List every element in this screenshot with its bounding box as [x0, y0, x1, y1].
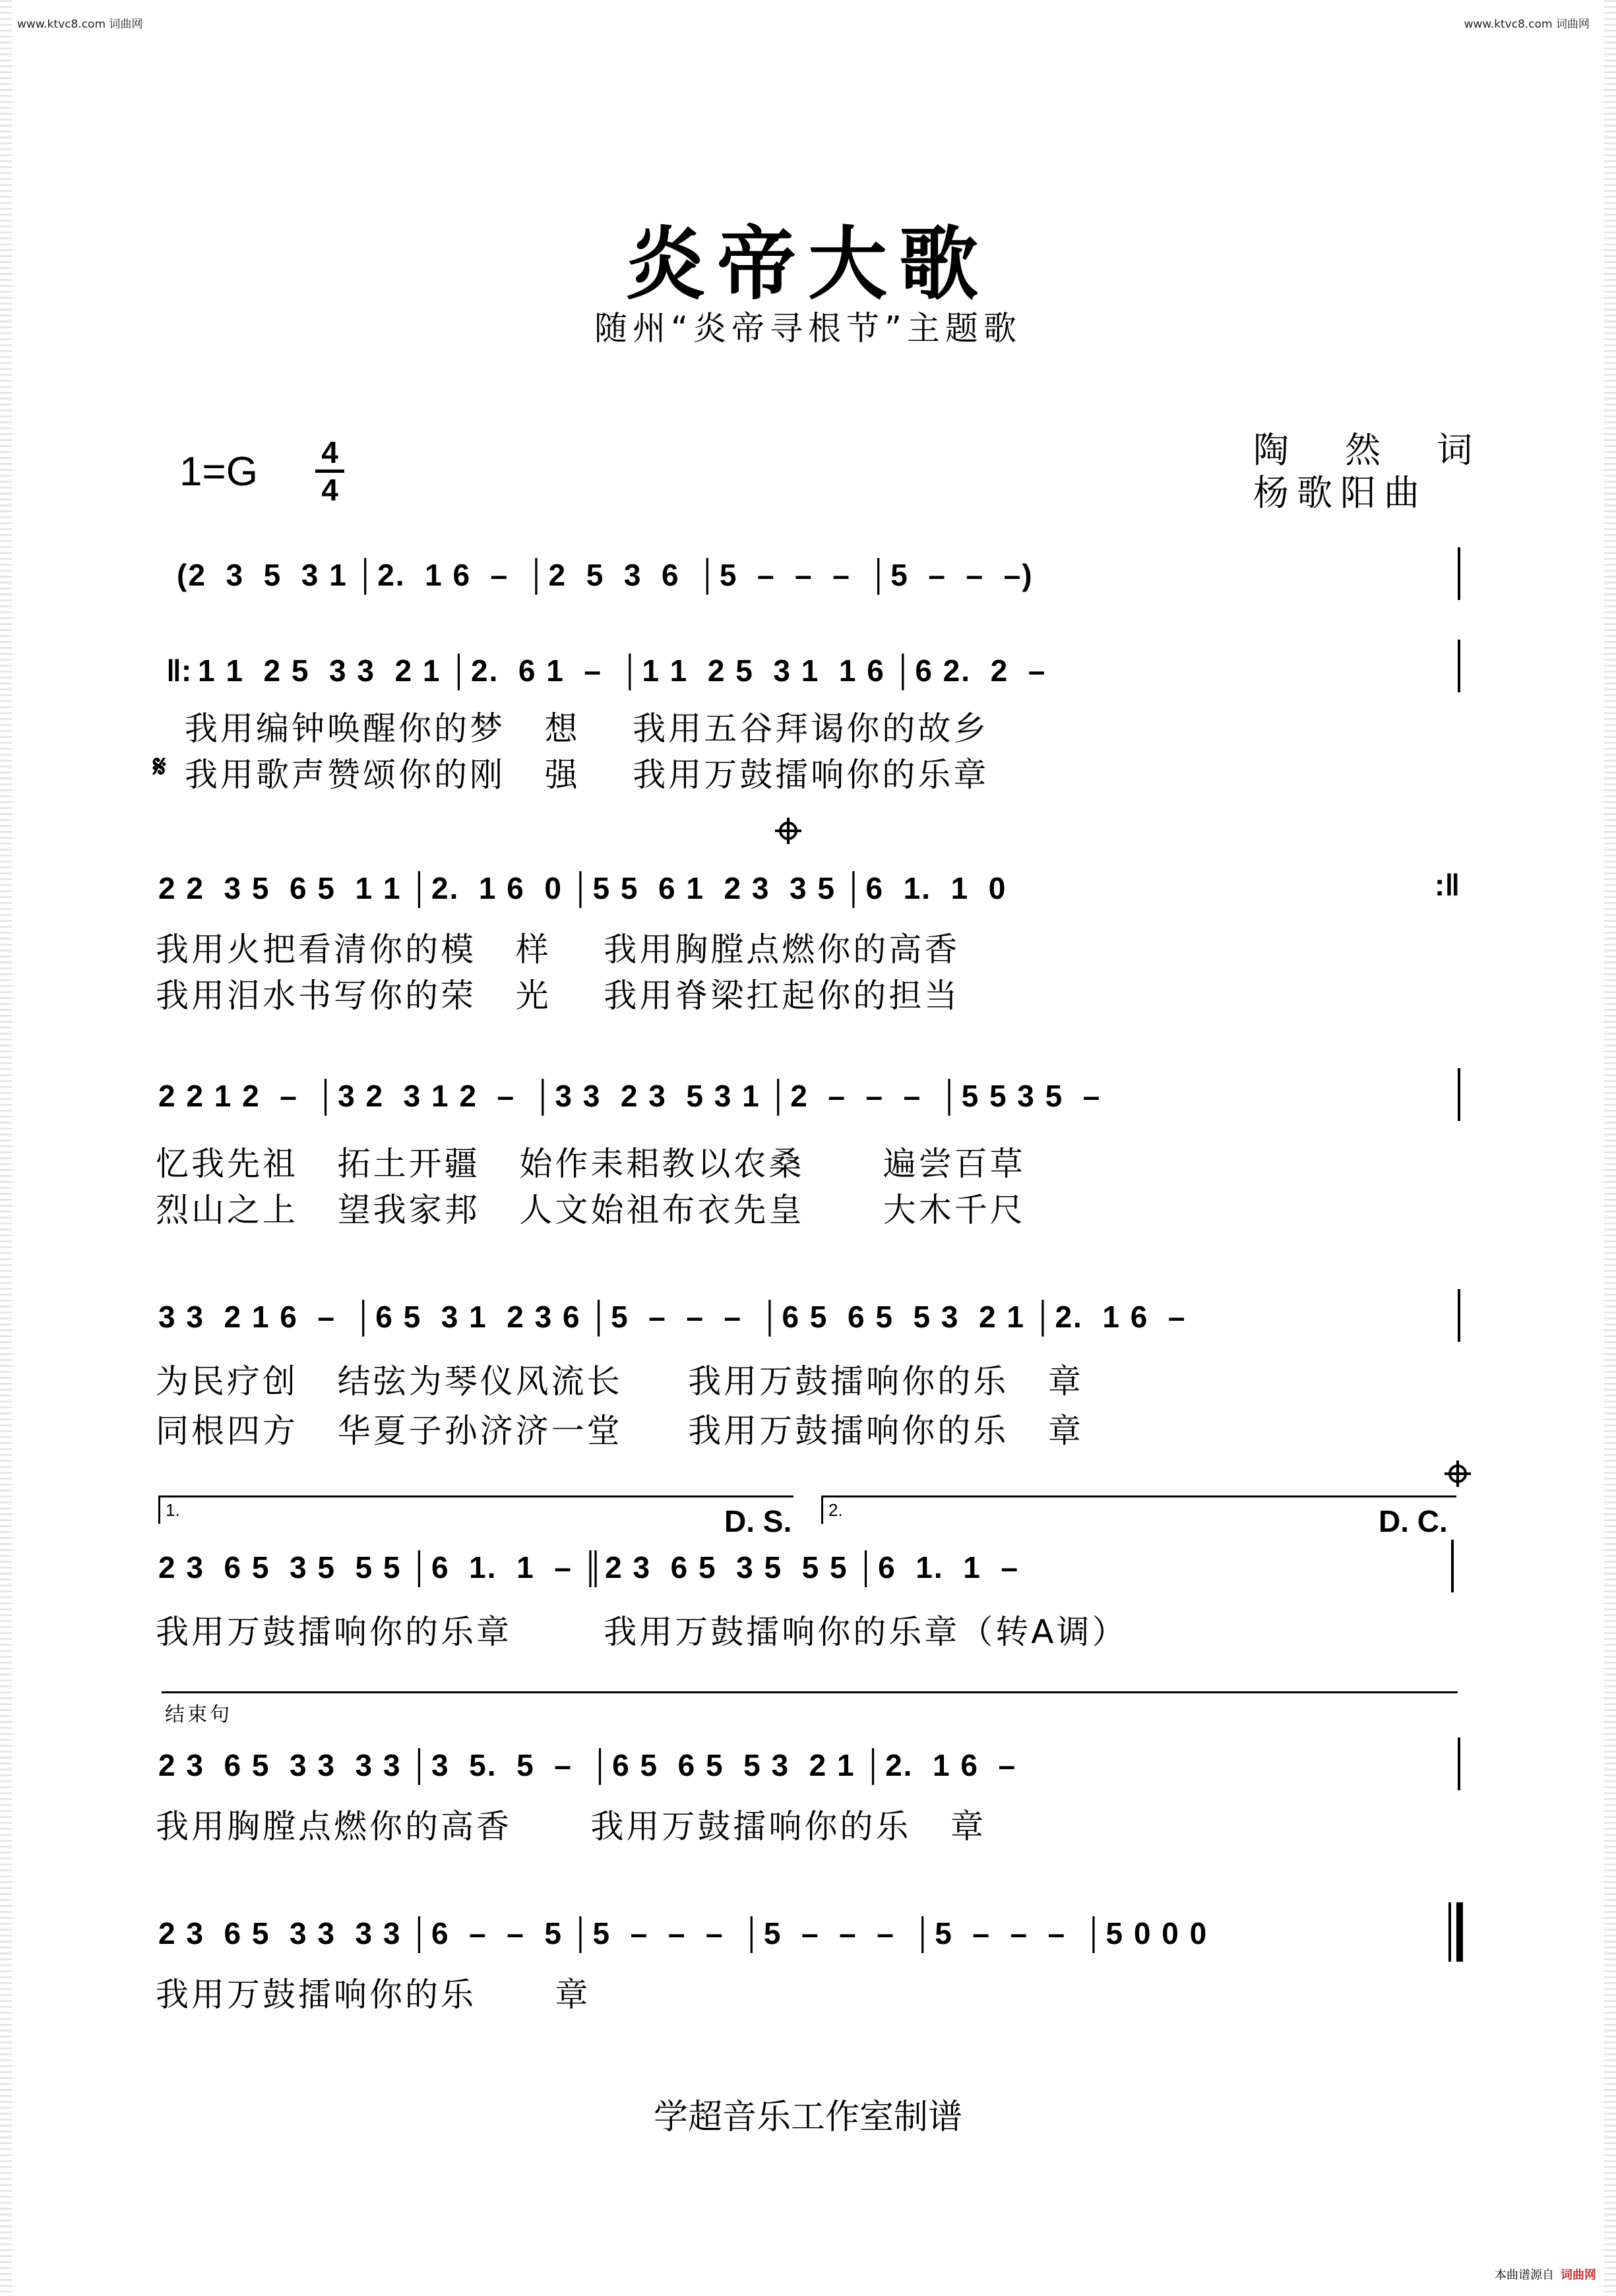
system3-lyric-verse2: 我用泪水书写你的荣 光 我用脊梁扛起你的担当	[156, 977, 960, 1015]
system2-lyric-verse2: 我用歌声赞颂你的刚 强 我用万鼓擂响你的乐章	[185, 756, 989, 794]
system6-end-barline	[1451, 1540, 1454, 1592]
system1-notes: (2 3 5 3 1 │2. 1 6 – │2 5 3 6 │5 – – – │5 – – –)	[177, 558, 1034, 592]
system8-lyric: 我用万鼓擂响你的乐 章	[156, 1976, 591, 2014]
system4-lyric-verse2: 烈山之上 望我家邦 人文始祖布衣先皇 大木千尺	[156, 1191, 1026, 1229]
time-signature	[315, 435, 344, 507]
system5-lyric-verse1: 为民疗创 结弦为琴仪风流长 我用万鼓擂响你的乐 章	[156, 1362, 1084, 1401]
time-signature-bottom: 4	[321, 473, 338, 507]
dal-segno-mark: D. S.	[724, 1504, 792, 1538]
source-badge	[1495, 2266, 1596, 2283]
repeat-end-sign: :‖	[1435, 868, 1460, 902]
composer-credit: 杨歌阳曲	[1253, 472, 1427, 514]
key-signature: 1=G	[179, 449, 258, 495]
volta-second-ending	[821, 1495, 1456, 1524]
system4-end-barline	[1458, 1068, 1460, 1121]
source-badge-site: 词曲网	[1561, 2268, 1596, 2282]
system2-end-barline	[1458, 640, 1460, 692]
coda-section-label: 结束句	[165, 1703, 232, 1726]
system5-notes: 3 3 2 1 6 – │6 5 3 1 2 3 6 │5 – – – │6 5 6 5 5 3 2 1 │2. 1 6 –	[158, 1300, 1187, 1334]
watermark-right: www.ktvc8.com 词曲网	[1464, 18, 1590, 31]
song-title: 炎帝大歌	[626, 219, 990, 311]
system7-end-barline	[1458, 1737, 1460, 1790]
da-capo-mark: D. C.	[1379, 1504, 1448, 1538]
system4-lyric-verse1: 忆我先祖 拓土开疆 始作耒耜教以农桑 遍尝百草	[156, 1145, 1026, 1183]
coda-icon	[775, 818, 801, 844]
time-signature-top: 4	[321, 435, 338, 469]
source-badge-text: 本曲谱源自	[1495, 2268, 1554, 2282]
system2-notes: 1 1 2 5 3 3 2 1 │2. 6 1 – │1 1 2 5 3 1 1 6 │6 2. 2 –	[198, 653, 1047, 688]
system4-notes: 2 2 1 2 – │3 2 3 1 2 – │3 3 2 3 5 3 1 │2 – – – │5 5 3 5 –	[158, 1079, 1102, 1113]
system3-lyric-verse1: 我用火把看清你的模 样 我用胸膛点燃你的高香	[156, 930, 960, 969]
watermark-left: www.ktvc8.com 词曲网	[17, 18, 143, 31]
system5-lyric-verse2: 同根四方 华夏子孙济济一堂 我用万鼓擂响你的乐 章	[156, 1412, 1084, 1450]
volta2-label: 2.	[828, 1500, 843, 1520]
coda-icon-2	[1445, 1461, 1471, 1487]
final-barline-thin	[1448, 1902, 1451, 1962]
system8-notes: 2 3 6 5 3 3 3 3 │6 – – 5 │5 – – – │5 – – – │5 – – – │5 0 0 0	[158, 1916, 1208, 1950]
system7-lyric: 我用胸膛点燃你的高香 我用万鼓擂响你的乐 章	[156, 1807, 987, 1846]
final-barline-thick	[1456, 1902, 1463, 1962]
song-subtitle: 随州“炎帝寻根节”主题歌	[594, 309, 1022, 347]
ending-bracket-line	[162, 1691, 1458, 1693]
system5-end-barline	[1458, 1289, 1460, 1342]
system6-lyric: 我用万鼓擂响你的乐章 我用万鼓擂响你的乐章（转A调）	[156, 1613, 1128, 1651]
lyricist-credit: 陶 然 词	[1253, 429, 1495, 471]
volta1-label: 1.	[166, 1500, 180, 1520]
segno-sign: 𝄋	[153, 749, 166, 783]
system7-notes: 2 3 6 5 3 3 3 3 │3 5. 5 – │6 5 6 5 5 3 2 1 │2. 1 6 –	[158, 1748, 1017, 1782]
system6-notes: 2 3 6 5 3 5 5 5 │6 1. 1 – ║2 3 6 5 3 5 5 5 │6 1. 1 –	[158, 1550, 1019, 1585]
system2-lyric-verse1: 我用编钟唤醒你的梦 想 我用五谷拜谒你的故乡	[185, 710, 989, 748]
system3-notes: 2 2 3 5 6 5 1 1 │2. 1 6 0 │5 5 6 1 2 3 3 5 │6 1. 1 0	[158, 871, 1007, 905]
volta-first-ending	[158, 1495, 793, 1524]
repeat-start-sign: ‖:	[166, 653, 192, 688]
transcriber-credit: 学超音乐工作室制谱	[653, 2098, 962, 2137]
system1-end-barline	[1458, 547, 1460, 600]
